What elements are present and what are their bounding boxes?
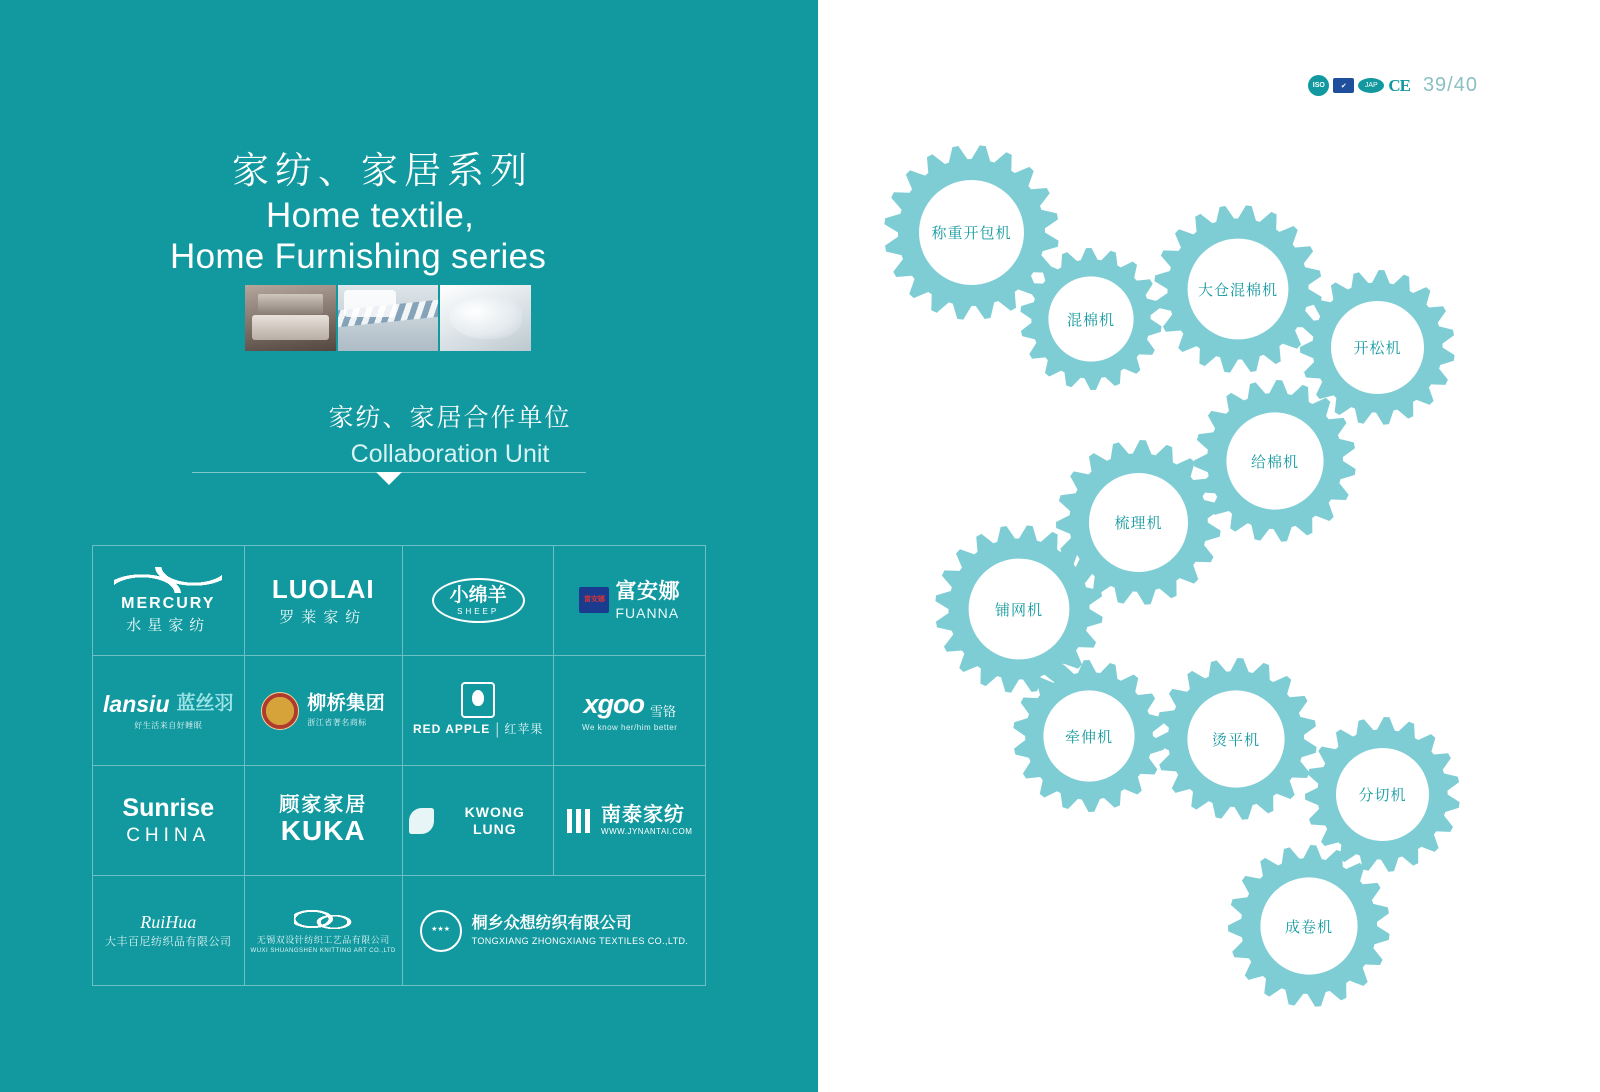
- logo-label: 富安娜: [615, 580, 680, 604]
- logo-label: 桐乡众想纺织有限公司: [471, 915, 632, 933]
- logo-sublabel: 大丰百尼纺织品有限公司: [105, 936, 232, 949]
- gear-node: [1013, 660, 1165, 812]
- logo-label: lansiu: [103, 691, 170, 718]
- logo-label: Sunrise: [122, 794, 215, 823]
- gear-label: 开松机: [1353, 340, 1402, 357]
- leaf-icon: [409, 808, 434, 834]
- iso-cert-icon: ISO: [1308, 75, 1329, 96]
- gear-label: 称重开包机: [931, 225, 1012, 242]
- logo-sublabel: 水星家纺: [126, 617, 211, 635]
- gear-node: [1228, 845, 1390, 1007]
- logo-label: xgoo: [583, 688, 644, 719]
- gear-label: 梳理机: [1114, 515, 1163, 532]
- gear-label: 牵伸机: [1064, 728, 1113, 746]
- gear-label: 大仓混棉机: [1197, 281, 1278, 299]
- logo-cell-lansiu: [93, 656, 245, 766]
- collaboration-heading: [170, 398, 730, 469]
- divider-arrow-icon: [376, 472, 402, 485]
- logo-tagline: WWW.JYNANTAI.COM: [601, 827, 693, 837]
- fuanna-badge-text: 富安娜: [583, 596, 605, 604]
- collaboration-title-en: Collaboration Unit: [350, 440, 550, 468]
- gear-label: 烫平机: [1211, 731, 1260, 749]
- logo-label: 小绵羊: [449, 584, 507, 606]
- logo-label: 顾家家居: [279, 793, 368, 816]
- logo-label: 柳桥集团: [307, 693, 386, 715]
- title-block: [170, 148, 730, 277]
- logo-cell-mercury: [93, 546, 245, 656]
- gear-label: 给棉机: [1250, 453, 1299, 471]
- logo-cell-nantai: [554, 766, 706, 876]
- logo-cell-zhongxiang: [403, 876, 706, 986]
- logo-label: LUOLAI: [271, 573, 375, 604]
- logo-label: 南泰家纺: [601, 804, 686, 827]
- logo-tagline: 好生活来自好睡眠: [134, 720, 203, 730]
- gear-node: [1020, 248, 1162, 390]
- star-emblem-icon: ★★★: [420, 910, 462, 952]
- logo-sublabel: KUKA: [280, 814, 366, 846]
- logo-label: MERCURY: [121, 594, 216, 612]
- collaboration-title-cn: 家纺、家居合作单位: [328, 404, 572, 432]
- mercury-wave-icon: [114, 567, 222, 593]
- ce-mark-icon: CE: [1388, 75, 1410, 95]
- ccc-cert-icon: ✔: [1333, 78, 1354, 93]
- gear-node: [1154, 205, 1322, 373]
- gear-label: 铺网机: [994, 601, 1043, 619]
- logo-label: KWONG LUNG: [464, 804, 525, 837]
- bedding-photo: [338, 285, 438, 351]
- logo-tagline: We know her/him better: [582, 722, 678, 732]
- logo-cell-fuanna: [554, 546, 706, 656]
- gear-label: 混棉机: [1066, 311, 1115, 329]
- logo-cell-liuqiao: [245, 656, 403, 766]
- logo-sublabel: 红苹果: [504, 722, 544, 737]
- gear-node: [1155, 658, 1317, 820]
- photo-strip: [245, 285, 531, 351]
- sheep-oval-icon: [432, 578, 525, 623]
- logo-sublabel: TONGXIANG ZHONGXIANG TEXTILES CO.,LTD.: [471, 935, 689, 946]
- jap-cert-icon: JAP: [1358, 78, 1384, 93]
- gear-label: 成卷机: [1284, 918, 1333, 936]
- page-title-en-line1: Home textile,: [266, 196, 475, 236]
- right-panel: [818, 0, 1600, 1092]
- logo-label: RED APPLE: [412, 722, 491, 737]
- logo-sublabel: 雪铬: [649, 703, 676, 719]
- fuanna-badge-icon: [579, 587, 609, 613]
- page-number: 39/40: [1422, 74, 1478, 96]
- process-flow-gear-diagram: [818, 0, 1600, 1092]
- partner-logo-grid: [92, 545, 706, 986]
- logo-cell-kuka: [245, 766, 403, 876]
- logo-sublabel: 罗莱家纺: [279, 608, 368, 626]
- nantai-mark-icon: [567, 809, 593, 833]
- logo-cell-kwong-lung: [403, 766, 555, 876]
- swirl-icon: [294, 906, 352, 932]
- quilt-photo: [440, 285, 531, 351]
- logo-cell-sunrise: [93, 766, 245, 876]
- logo-sublabel: FUANNA: [615, 604, 680, 621]
- gear-label: 分切机: [1358, 787, 1407, 804]
- page-title-cn: 家纺、家居系列: [232, 150, 533, 191]
- logo-cell-shuangshen: [245, 876, 403, 986]
- logo-cell-luolai: [245, 546, 403, 656]
- page-title-en: [170, 196, 730, 277]
- page-title-en-line2: Home Furnishing series: [170, 236, 547, 276]
- logo-sublabel: SHEEP: [457, 606, 500, 616]
- logo-cell-xgoo: [554, 656, 706, 766]
- logo-sublabel: 蓝丝羽: [176, 693, 234, 715]
- liuqiao-seal-icon: [261, 692, 299, 730]
- logo-cell-sheep: [403, 546, 555, 656]
- bedroom-photo: [245, 285, 336, 351]
- logo-label: 无锡双设针纺织工艺品有限公司: [256, 934, 390, 945]
- logo-sublabel: CHINA: [126, 824, 211, 846]
- logo-cell-ruihua: [93, 876, 245, 986]
- logo-tagline: 浙江省著名商标: [307, 718, 367, 728]
- logo-tagline: WUXI SHUANGSHEN KNITTING ART CO.,LTD: [250, 948, 396, 955]
- section-divider: [192, 472, 586, 473]
- logo-cell-red-apple: RED APPLE | 红苹果: [403, 656, 555, 766]
- logo-label: RuiHua: [140, 912, 197, 933]
- apple-icon: [461, 682, 495, 718]
